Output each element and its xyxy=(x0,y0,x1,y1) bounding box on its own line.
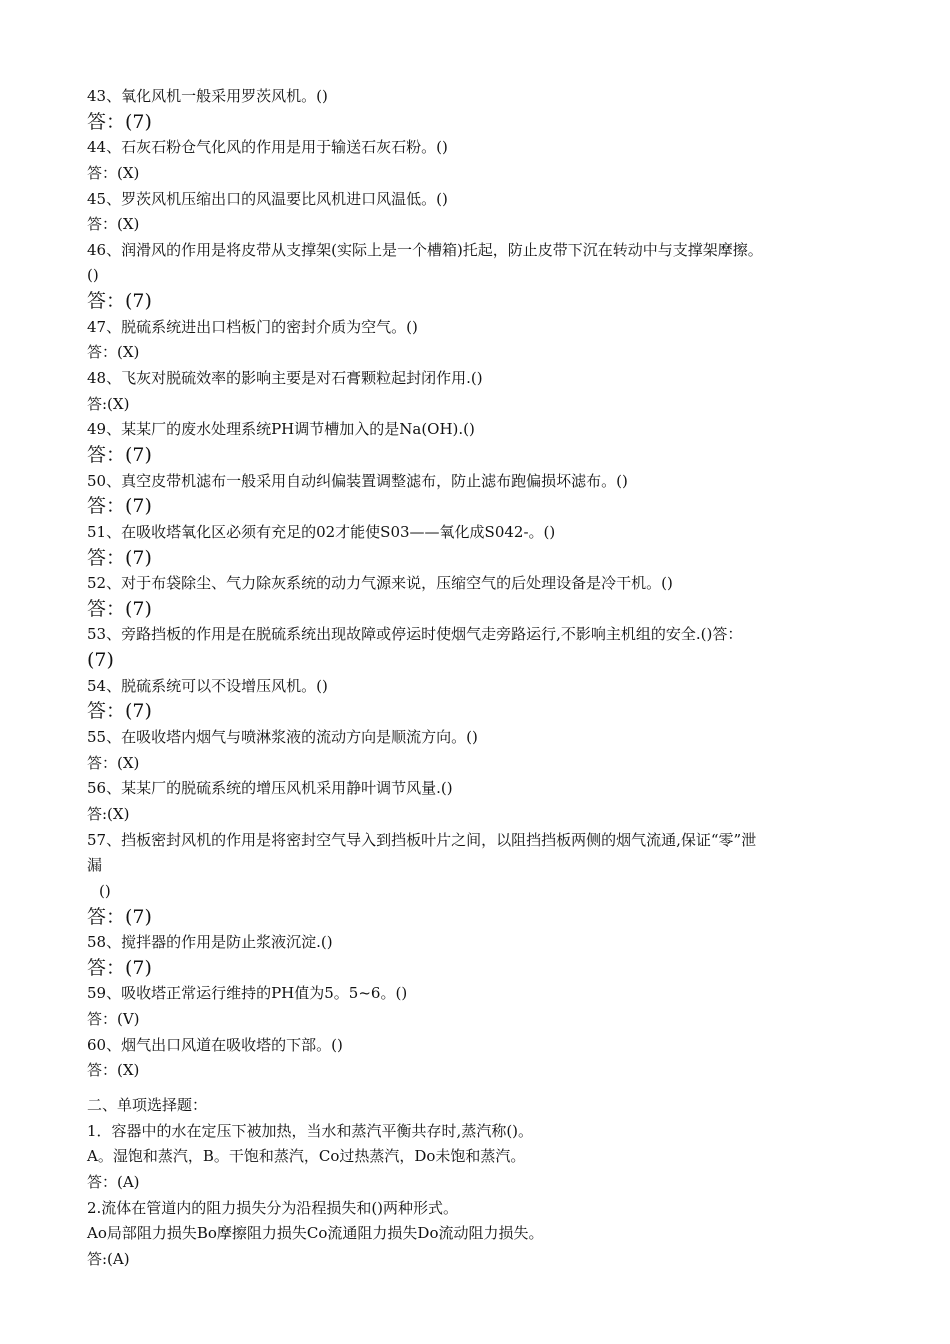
question-48: 48、飞灰对脱硫效率的影响主要是对石膏颗粒起封闭作用.() xyxy=(87,369,483,388)
answer-46: 答：(7) xyxy=(87,290,152,313)
question-57-continued: 漏 xyxy=(87,856,103,875)
mc-question-2: 2.流体在管道内的阻力损失分为沿程损失和()两种形式。 xyxy=(87,1198,459,1217)
question-46-continued: () xyxy=(87,266,99,285)
answer-51: 答：(7) xyxy=(87,546,152,569)
question-53: 53、旁路挡板的作用是在脱硫系统出现故障或停运时使烟气走旁路运行,不影响主机组的安全.()答： xyxy=(87,625,743,644)
document-page xyxy=(87,84,867,1272)
question-47: 47、脱硫系统进出口档板门的密封介质为空气。() xyxy=(87,317,418,336)
section-heading: 二、单项选择题： xyxy=(87,1095,208,1114)
question-51: 51、在吸收塔氧化区必须有充足的02才能使S03——氧化成S042-。() xyxy=(87,522,556,541)
question-55: 55、在吸收塔内烟气与喷淋浆液的流动方向是顺流方向。() xyxy=(87,728,478,747)
answer-53: (7) xyxy=(87,649,114,672)
question-45: 45、罗茨风机压缩出口的风温要比风机进口风温低。() xyxy=(87,189,448,208)
question-44: 44、石灰石粉仓气化风的作用是用于输送石灰石粉。() xyxy=(87,138,448,157)
question-60: 60、烟气出口风道在吸收塔的下部。() xyxy=(87,1035,343,1054)
question-43: 43、氧化风机一般采用罗茨风机。() xyxy=(87,87,328,105)
answer-50: 答：(7) xyxy=(87,495,152,518)
question-57-brackets: () xyxy=(99,881,111,900)
answer-48: 答:(X) xyxy=(87,394,130,413)
question-46: 46、润滑风的作用是将皮带从支撑架(实际上是一个槽箱)托起，防止皮带下沉在转动中与支撑架摩擦。 xyxy=(87,240,763,259)
mc-answer-2: 答:(A) xyxy=(87,1249,130,1268)
answer-57: 答：(7) xyxy=(87,905,152,928)
question-50: 50、真空皮带机滤布一般采用自动纠偏装置调整滤布，防止滤布跑偏损坏滤布。() xyxy=(87,471,628,490)
answer-54: 答：(7) xyxy=(87,700,152,723)
question-52: 52、对于布袋除尘、气力除灰系统的动力气源来说，压缩空气的后处理设备是冷干机。() xyxy=(87,574,673,593)
answer-47: 答：(X) xyxy=(87,343,140,362)
answer-60: 答：(X) xyxy=(87,1061,140,1080)
answer-43: 答：(7) xyxy=(87,110,152,133)
question-56: 56、某某厂的脱硫系统的增压风机采用静叶调节风量.() xyxy=(87,779,453,798)
answer-49: 答：(7) xyxy=(87,443,152,466)
question-54: 54、脱硫系统可以不设增压风机。() xyxy=(87,676,328,695)
mc-options-1: A。湿饱和蒸汽，B。干饱和蒸汽，Co过热蒸汽，Do未饱和蒸汽。 xyxy=(87,1147,526,1166)
mc-answer-1: 答：(A) xyxy=(87,1172,140,1191)
answer-59: 答：(V) xyxy=(87,1010,140,1029)
mc-question-1: 1．容器中的水在定压下被加热，当水和蒸汽平衡共存时,蒸汽称()。 xyxy=(87,1121,534,1140)
question-49: 49、某某厂的废水处理系统PH调节槽加入的是Na(OH).() xyxy=(87,420,475,439)
answer-55: 答：(X) xyxy=(87,753,140,772)
question-57: 57、挡板密封风机的作用是将密封空气导入到挡板叶片之间，以阻挡挡板两侧的烟气流通,保证“零”泄 xyxy=(87,830,757,849)
answer-44: 答：(X) xyxy=(87,163,140,182)
answer-52: 答：(7) xyxy=(87,597,152,620)
answer-58: 答：(7) xyxy=(87,956,152,979)
mc-options-2: Ao局部阻力损失Bo摩擦阻力损失Co流通阻力损失Do流动阻力损失。 xyxy=(87,1224,544,1243)
question-58: 58、搅拌器的作用是防止浆液沉淀.() xyxy=(87,933,333,952)
answer-45: 答：(X) xyxy=(87,215,140,234)
question-59: 59、吸收塔正常运行维持的PH值为5。5~6。() xyxy=(87,984,408,1003)
answer-56: 答:(X) xyxy=(87,804,130,823)
